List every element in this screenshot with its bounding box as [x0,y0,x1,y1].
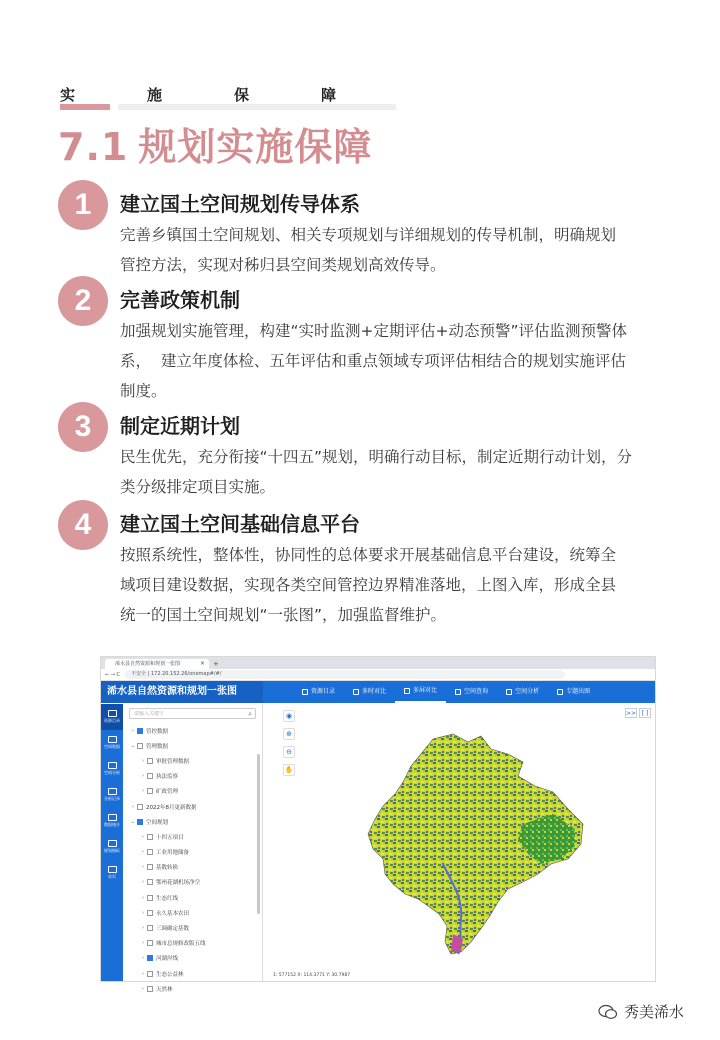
tree-node[interactable] [123,951,262,966]
tree-node[interactable] [123,814,262,829]
search-input[interactable] [129,708,256,719]
rail-icon [108,788,117,795]
item-number-badge: 4 [58,500,108,550]
item-line: 类分级排定项目实施。 [120,478,276,496]
layer-checkbox[interactable] [137,743,143,749]
rail-label: 规划指标 [104,848,120,853]
layer-tree-panel [123,704,263,993]
title-number: 7.1 [58,125,129,169]
app-title: 浠水县自然资源和规划一张图 [101,681,263,703]
rail-label: 资源目录 [104,718,120,723]
browser-nav-buttons[interactable]: ← → C [105,671,121,678]
rail-item[interactable] [101,756,123,782]
rail-item[interactable] [101,834,123,860]
zoom-in-icon[interactable]: ⊕ [283,728,295,740]
rail-label: 分析记录 [104,796,120,801]
layer-checkbox[interactable] [147,864,153,870]
layer-tree [123,723,262,996]
nav-label: 空间查询 [464,688,489,695]
tree-node[interactable] [123,769,262,784]
watermark-text: 秀美浠水 [624,1003,685,1021]
item-number-badge: 1 [58,180,108,230]
expand-arrow-icon[interactable]: › [142,788,144,795]
item-body [120,316,654,406]
expand-arrow-icon[interactable]: › [132,727,134,734]
tree-node[interactable] [123,966,262,981]
tree-node-label: 审批管理数据 [156,758,190,765]
tree-node-label: 执法监察 [156,774,179,781]
layer-checkbox[interactable] [147,955,153,961]
item-line: 制度。 [120,382,167,400]
nav-item[interactable] [293,681,344,703]
item-title: 制定近期计划 [120,414,240,438]
insecure-label: 不安全 [131,671,147,677]
tree-node-label: 十四五项目 [156,834,184,841]
item-body [120,220,654,280]
rail-label: 空间分析 [104,770,120,775]
tree-node[interactable] [123,723,262,738]
tree-node-label: 永久基本农田 [156,910,190,917]
url-field[interactable]: 不安全 | 172.20.152.26/onemap#/#/ [125,670,565,679]
nav-item[interactable] [344,681,395,703]
tree-node[interactable] [123,920,262,935]
layer-checkbox[interactable] [147,849,153,855]
rail-icon [108,710,117,717]
item-title: 建立国土空间基础信息平台 [120,512,360,536]
rail-item[interactable] [101,860,123,886]
nav-item[interactable] [548,681,599,703]
tree-node[interactable] [123,890,262,905]
fullscreen-button[interactable]: [ ] [639,708,651,718]
expand-arrow-icon[interactable]: › [142,879,144,886]
item-body [120,540,654,630]
item-number-badge: 2 [58,276,108,326]
page-title [58,116,372,171]
item-line: 加强规划实施管理，构建“实时监测+定期评估+动态预警”评估监测预警体 [120,322,628,340]
expand-arrow-icon[interactable]: ⌄ [130,818,136,825]
tree-scrollbar[interactable] [257,754,260,914]
globe-icon[interactable]: ◉ [283,710,295,722]
section-char: 施 [146,86,162,104]
address-bar [101,669,655,681]
tree-node[interactable] [123,829,262,844]
nav-label: 资源目录 [311,688,336,695]
left-rail [101,704,123,981]
tree-node[interactable] [123,860,262,875]
browser-tab-label: 浠水县自然资源和规划一张图 [115,661,181,667]
app-header [101,681,655,703]
pan-icon[interactable]: ✋ [284,766,294,774]
nav-icon [557,689,563,695]
search-icon[interactable]: ⌕ [248,710,252,718]
tree-node-label: 天然林 [156,986,173,993]
expand-arrow-icon[interactable]: › [132,803,134,810]
layer-checkbox[interactable] [147,895,153,901]
expand-arrow-icon[interactable]: › [142,940,144,947]
expand-button[interactable]: >> [626,710,637,717]
search-placeholder: 请输入关键字 [134,711,165,717]
section-label [60,84,336,106]
item-title: 建立国土空间规划传导体系 [120,192,360,216]
wechat-icon [598,1004,618,1020]
nav-icon [404,688,410,694]
rail-icon [108,814,117,821]
tree-node-label: 三调确定基数 [156,926,190,933]
expand-arrow-icon[interactable]: › [142,955,144,962]
tree-node[interactable] [123,936,262,951]
tree-node[interactable] [123,784,262,799]
app-nav [293,681,599,703]
item-number-badge: 3 [58,402,108,452]
layer-checkbox[interactable] [147,986,153,992]
title-text: 规划实施保障 [138,125,373,169]
watermark [598,1001,684,1022]
tree-node[interactable] [123,875,262,890]
section-char: 实 [60,86,76,104]
tree-node-label: 城市总规修改版五线 [156,941,206,948]
rail-item[interactable] [101,730,123,756]
expand-arrow-icon[interactable]: › [142,833,144,840]
layer-checkbox[interactable] [147,971,153,977]
expand-arrow-icon[interactable]: › [142,985,144,992]
layer-checkbox[interactable] [147,788,153,794]
rail-item[interactable] [101,704,123,730]
tree-node-label: 基数转换 [156,865,179,872]
app-body [101,704,655,993]
expand-arrow-icon[interactable]: › [142,773,144,780]
rail-icon [108,736,117,743]
layer-checkbox[interactable] [147,834,153,840]
tree-node[interactable] [123,753,262,768]
layer-checkbox[interactable] [137,728,143,734]
rail-icon [108,762,117,769]
item-line: 系， 建立年度体检、五年评估和重点领域专项评估相结合的规划实施评估 [120,352,626,370]
county-map [313,714,613,964]
layer-checkbox[interactable] [147,940,153,946]
expand-arrow-icon[interactable]: › [142,849,144,856]
tree-node-label: 矿政管理 [156,789,179,796]
tree-node-label: 空间规划 [146,819,169,826]
section-char: 保 [233,86,249,104]
browser-tabbar [101,657,655,669]
tree-node[interactable] [123,905,262,920]
expand-arrow-icon[interactable]: › [142,864,144,871]
nav-label: 空间分析 [515,688,540,695]
rail-label: 空间数据 [104,744,120,749]
item-body [120,442,654,502]
platform-screenshot [100,656,656,993]
tree-node-label: 管理数据 [146,743,169,750]
tree-node-label: 河湖岸线 [156,956,179,963]
tree-node[interactable] [123,981,262,996]
tree-node-label: 鄂州花湖机场净空 [156,880,201,887]
map-view[interactable] [263,704,655,981]
tree-node-label: 2022年8月更新数据 [146,804,197,811]
layer-checkbox[interactable] [147,758,153,764]
zoom-out-icon[interactable]: ⊖ [283,746,295,758]
expand-arrow-icon[interactable]: ⌄ [130,742,136,749]
layer-checkbox[interactable] [147,925,153,931]
item-line: 管控方法，实现对秭归县空间类规划高效传导。 [120,256,446,274]
section-bar-accent [60,104,110,110]
nav-item[interactable] [446,681,497,703]
rail-item[interactable] [101,782,123,808]
layer-checkbox[interactable] [137,804,143,810]
nav-item[interactable] [497,681,548,703]
rail-item[interactable] [101,808,123,834]
nav-label: 专题出图 [566,688,591,695]
item-line: 域项目建设数据，实现各类空间管控边界精准落地，上图入库，形成全县 [120,576,617,594]
rail-label: 首页 [108,874,116,879]
layer-checkbox[interactable] [147,773,153,779]
expand-arrow-icon[interactable]: › [142,925,144,932]
nav-item[interactable] [395,681,446,703]
expand-arrow-icon[interactable]: › [142,894,144,901]
nav-icon [506,689,512,695]
nav-icon [353,689,359,695]
url-text: 172.20.152.26/onemap#/#/ [150,671,222,677]
layer-checkbox[interactable] [137,819,143,825]
tree-node[interactable] [123,738,262,753]
tree-node[interactable] [123,845,262,860]
nav-label: 多屏对比 [413,687,438,694]
tree-node-label: 生态公益林 [156,971,184,978]
tree-node[interactable] [123,799,262,814]
item-title: 完善政策机制 [120,288,240,312]
rail-label: 数据统计 [104,822,120,827]
map-expand-controls [625,708,651,718]
expand-arrow-icon[interactable]: › [142,909,144,916]
nav-icon [302,689,308,695]
coords-readout: 1: 577152 X: 114.3771 Y: 30.7987 [273,973,351,978]
item-line: 完善乡镇国土空间规划、相关专项规划与详细规划的传导机制，明确规划 [120,226,617,244]
browser-tab[interactable] [105,659,209,669]
item-line: 统一的国土空间规划“一张图”，加强监督维护。 [120,606,447,624]
section-bar-grey [118,104,396,110]
nav-label: 多时对比 [362,688,387,695]
tree-node-label: 管控数据 [146,728,169,735]
rail-icon [108,866,117,873]
nav-icon [455,689,461,695]
rail-icon [108,840,117,847]
expand-arrow-icon[interactable]: › [142,970,144,977]
section-char: 障 [320,86,336,104]
item-line: 按照系统性，整体性，协同性的总体要求开展基础信息平台建设，统筹全 [120,546,617,564]
expand-arrow-icon[interactable]: › [142,757,144,764]
item-line: 民生优先，充分衔接“十四五”规划，明确行动目标，制定近期行动计划，分 [120,448,633,466]
layer-checkbox[interactable] [147,910,153,916]
tree-node-label: 生态红线 [156,895,179,902]
tree-node-label: 工业用地储备 [156,850,190,857]
layer-checkbox[interactable] [147,879,153,885]
new-tab-button[interactable]: + [213,660,219,668]
close-icon[interactable]: × [199,660,205,667]
